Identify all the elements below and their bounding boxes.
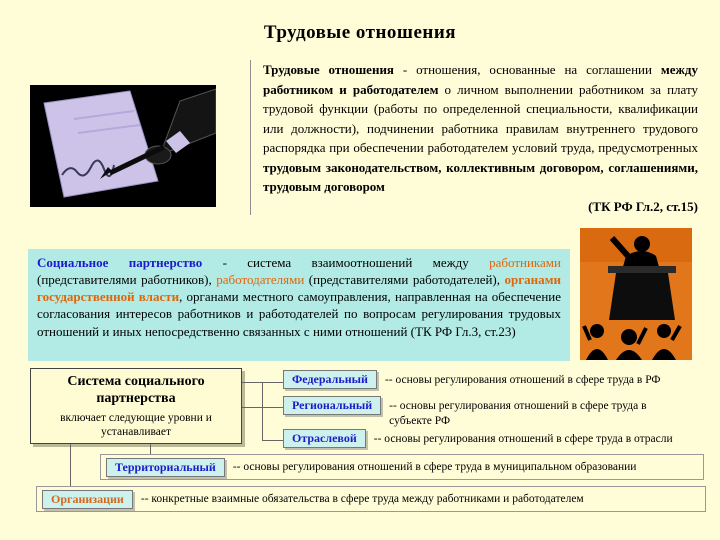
connector-line (150, 444, 151, 454)
level-row-regional (283, 396, 701, 429)
definition-run-bold: трудовым законодательством, коллективным договором, соглашениями, трудовым договором (263, 159, 698, 194)
level-row-federal (283, 370, 703, 389)
partnership-term: Социальное партнерство (37, 255, 203, 270)
partnership-run-state: органами государственной власти (37, 272, 561, 305)
level-description: -- основы регулирования отношений в сфере труда в РФ (384, 374, 661, 386)
definition-run-bold: между работником и работодателем (263, 62, 698, 97)
partnership-run-workers: работниками (489, 255, 561, 270)
level-label-box (283, 370, 377, 389)
partnership-run: (представителями работников), (37, 272, 217, 288)
definition-reference: (ТК РФ Гл.2, ст.15) (588, 198, 698, 214)
audience-head-icon (621, 329, 637, 345)
audience-head-icon (657, 324, 671, 338)
level-row-industry (283, 429, 713, 448)
level-label: Отраслевой (292, 431, 357, 445)
speaker-head-icon (634, 236, 650, 252)
podium-top-icon (608, 266, 676, 273)
partnership-run: (представителями работодателей), (304, 272, 505, 288)
connector-line (262, 440, 283, 441)
level-description: -- основы регулирования отношений в сфере труда в субъекте РФ (389, 400, 647, 427)
connector-line (70, 444, 71, 486)
level-description: -- конкретные взаимные обязательства в сфере труда между работниками и работодателем (140, 492, 584, 505)
partnership-run-employers: работодателями (216, 272, 305, 288)
level-label: Региональный (292, 398, 373, 412)
speaker-illustration (580, 228, 692, 360)
level-label: Территориальный (115, 459, 216, 474)
definition-block (250, 60, 698, 215)
level-description: -- основы регулирования отношений в сфере труда в муниципальном образовании (232, 460, 637, 473)
system-box-subtitle: включает следующие уровни и устанавливает (60, 411, 212, 438)
partnership-run: - система взаимоотношений между (202, 255, 490, 270)
podium-icon (609, 273, 675, 320)
level-label-box (283, 396, 381, 415)
system-box-title: Система социального партнерства (67, 373, 205, 407)
definition-text (263, 60, 698, 197)
definition-run-term: Трудовые отношения (263, 62, 394, 77)
level-description: -- основы регулирования отношений в сфере труда в отрасли (373, 433, 673, 445)
hand-signing-icon (30, 85, 216, 207)
level-label-box (42, 490, 133, 509)
hand-signing-illustration (30, 85, 216, 207)
level-label-box (106, 458, 225, 477)
partnership-run: , органами местного самоуправления, направленная на обеспечение согласования интересов работников и работодателей по вопросам регулирования трудовых отношений и иных непосредственно связанных с ними отношений (ТК РФ Гл.3, ст.23) (37, 289, 562, 339)
audience-head-icon (590, 324, 604, 338)
page-title: Трудовые отношения (263, 22, 457, 43)
level-row-organization (36, 486, 706, 512)
definition-run: - отношения, основанные на соглашении (393, 62, 661, 77)
level-label: Организации (51, 491, 124, 506)
system-box (30, 368, 242, 444)
level-row-territorial (100, 454, 704, 480)
speaker-at-podium-icon (580, 228, 692, 360)
partnership-panel (28, 249, 570, 361)
definition-run: о личном выполнении работником за плату трудовой функции (работы по определенной специальности, квалификации или должности), подчинении работника правилам внутреннего трудового распорядка при обеспечении работодателем условий труда, предусмотренных (263, 81, 698, 155)
connector-line (262, 382, 263, 440)
level-label: Федеральный (292, 372, 368, 386)
level-label-box (283, 429, 366, 448)
